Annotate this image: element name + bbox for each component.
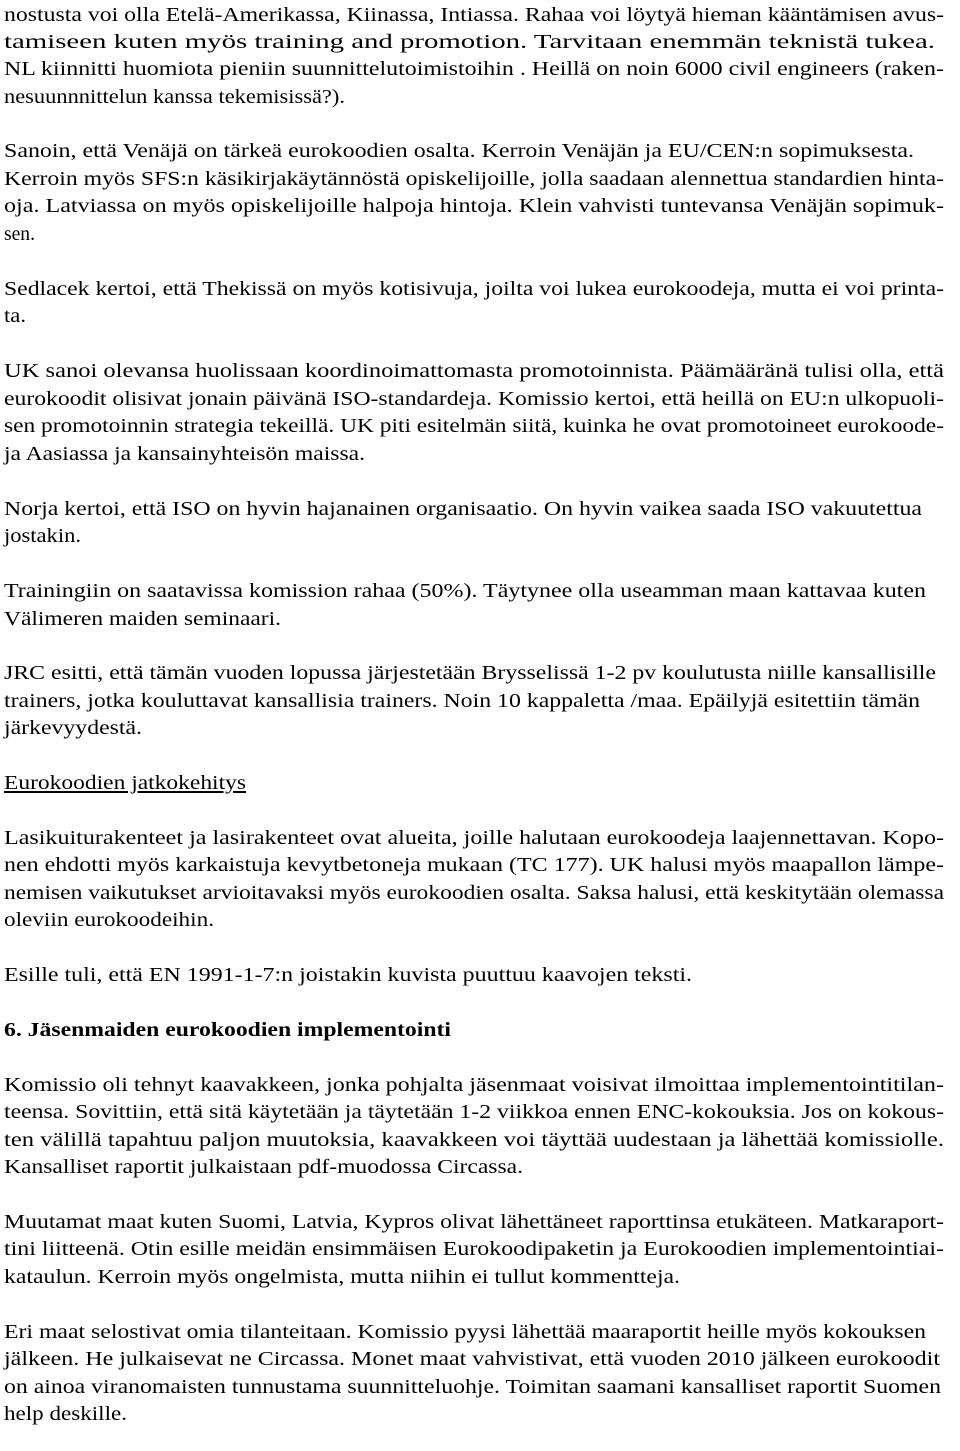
text-line: sen. <box>4 223 35 245</box>
text-line: NL kiinnitti huomiota pieniin suunnittelutoimistoihin . Heillä on noin 6000 civil engineers (raken- <box>4 58 944 80</box>
text-line: sen promotoinnin strategia tekeillä. UK piti esitelmän siitä, kuinka he ovat promotoineet eurokoode- <box>4 415 944 437</box>
text-line: help deskille. <box>4 1403 128 1425</box>
text-line: ta. <box>4 305 26 327</box>
text-line: jälkeen. He julkaisevat ne Circassa. Monet maat vahvistivat, että vuoden 2010 jälkeen eurokoodit <box>4 1348 941 1370</box>
text-line: trainers, jotka kouluttavat kansallisia trainers. Noin 10 kappaletta /maa. Epäilyjä esitettiin tämän <box>4 690 920 712</box>
text-line: tini liitteenä. Otin esille meidän ensimmäisen Eurokoodipaketin ja Eurokoodien implementointiai- <box>4 1238 944 1260</box>
text-line: Trainingiin on saatavissa komission rahaa (50%). Täytynee olla useamman maan kattavaa kuten <box>4 580 926 602</box>
text-line: Esille tuli, että EN 1991-1-7:n joistakin kuvista puuttuu kaavojen teksti. <box>4 964 692 986</box>
text-line: on ainoa viranomaisten tunnustama suunnitteluohje. Toimitan saamani kansalliset raportit Suomen <box>4 1376 942 1398</box>
text-line: Kansalliset raportit julkaistaan pdf-muodossa Circassa. <box>4 1156 523 1178</box>
text-line: nen ehdotti myös karkaistuja kevytbetoneja mukaan (TC 177). UK halusi myös maapallon lämpe- <box>4 854 944 876</box>
text-line: nesuunnnittelun kanssa tekemisissä?). <box>4 86 345 108</box>
text-line: tamiseen kuten myös training and promotion. Tarvitaan enemmän teknistä tukea. <box>4 31 935 53</box>
text-line: Sedlacek kertoi, että Thekissä on myös kotisivuja, joilta voi lukea eurokoodeja, mutta ei voi printa- <box>4 278 945 300</box>
text-line: oleviin eurokoodeihin. <box>4 909 214 931</box>
text-line: eurokoodit olisivat jonain päivänä ISO-standardeja. Komissio kertoi, että heillä on EU:n ulkopuoli- <box>4 388 944 410</box>
text-line: Eri maat selostivat omia tilanteitaan. Komissio pyysi lähettää maaraportit heille myös kokouksen <box>4 1321 926 1343</box>
text-line: ja Aasiassa ja kansainyhteisön maissa. <box>4 443 366 465</box>
text-line: nostusta voi olla Etelä-Amerikassa, Kiinassa, Intiassa. Rahaa voi löytyä hieman kääntämisen avus- <box>4 4 945 26</box>
text-line: nemisen vaikutukset arvioitavaksi myös eurokoodien osalta. Saksa halusi, että keskitytään olemassa <box>4 882 945 904</box>
text-line: teensa. Sovittiin, että sitä käytetään ja täytetään 1-2 viikkoa ennen ENC-kokouksia. Jos on kokous- <box>4 1101 944 1123</box>
text-line: Lasikuiturakenteet ja lasirakenteet ovat alueita, joille halutaan eurokoodeja laajennettavan. Kopo- <box>4 827 945 849</box>
subsection-heading: Eurokoodien jatkokehitys <box>4 772 246 794</box>
text-line: Välimeren maiden seminaari. <box>4 608 281 630</box>
text-line: jostakin. <box>4 525 81 547</box>
text-line: ten välillä tapahtuu paljon muutoksia, kaavakkeen voi täyttää uudestaan ja lähettää komissiolle. <box>4 1129 944 1151</box>
text-line: oja. Latviassa on myös opiskelijoille halpoja hintoja. Klein vahvisti tuntevansa Venäjän sopimuk- <box>4 195 944 217</box>
text-line: järkevyydestä. <box>4 717 142 739</box>
text-line: Norja kertoi, että ISO on hyvin hajanainen organisaatio. On hyvin vaikea saada ISO vakuutettua <box>4 498 922 520</box>
text-line: Sanoin, että Venäjä on tärkeä eurokoodien osalta. Kerroin Venäjän ja EU/CEN:n sopimuksesta. <box>4 140 914 162</box>
text-line: JRC esitti, että tämän vuoden lopussa järjestetään Brysselissä 1-2 pv koulutusta niille kansallisille <box>4 662 936 684</box>
text-line: UK sanoi olevansa huolissaan koordinoimattomasta promotoinnista. Päämääränä tulisi olla, että <box>4 360 944 382</box>
text-line: kataulun. Kerroin myös ongelmista, mutta niihin ei tullut kommentteja. <box>4 1266 680 1288</box>
text-line: Komissio oli tehnyt kaavakkeen, jonka pohjalta jäsenmaat voisivat ilmoittaa implementointitilan- <box>4 1074 944 1096</box>
text-line: Kerroin myös SFS:n käsikirjakäytännöstä opiskelijoille, jolla saadaan alennettua standardien hinta- <box>4 168 944 190</box>
text-line: Muutamat maat kuten Suomi, Latvia, Kypros olivat lähettäneet raporttinsa etukäteen. Matkaraport- <box>4 1211 944 1233</box>
section-heading: 6. Jäsenmaiden eurokoodien implementointi <box>4 1019 451 1041</box>
